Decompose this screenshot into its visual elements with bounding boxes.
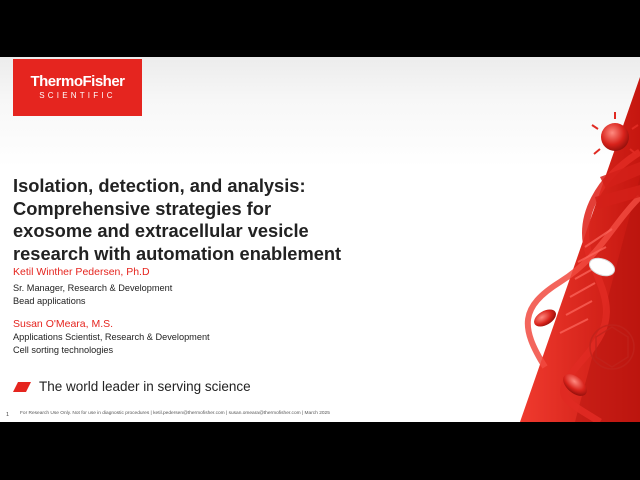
presenter-name: Susan O'Meara, M.S.: [13, 318, 114, 330]
presenter-role: Sr. Manager, Research & Development: [13, 283, 173, 293]
slide-title: Isolation, detection, and analysis: Comprehensive strategies for exosome and extracellular vesicle research with automation enablement: [13, 175, 342, 264]
logo-wordmark: ThermoFisher: [30, 73, 125, 90]
presenter-department: Cell sorting technologies: [13, 345, 114, 355]
presenter-role: Applications Scientist, Research & Development: [13, 332, 210, 342]
red-parallelogram-icon: [13, 382, 31, 392]
presenter-name: Ketil Winther Pedersen, Ph.D: [13, 266, 150, 278]
tagline: The world leader in serving science: [39, 379, 251, 394]
thermo-fisher-logo: [13, 59, 142, 116]
logo-subtitle: SCIENTIFIC: [39, 91, 116, 100]
page-number: 1: [6, 412, 10, 418]
title-slide: [0, 57, 640, 422]
footer-disclaimer: For Research Use Only. Not for use in diagnostic procedures | ketil.pedersen@thermofisher.com | susan.omeara@thermofisher.com | March 2025: [20, 411, 330, 416]
presenter-department: Bead applications: [13, 296, 86, 306]
